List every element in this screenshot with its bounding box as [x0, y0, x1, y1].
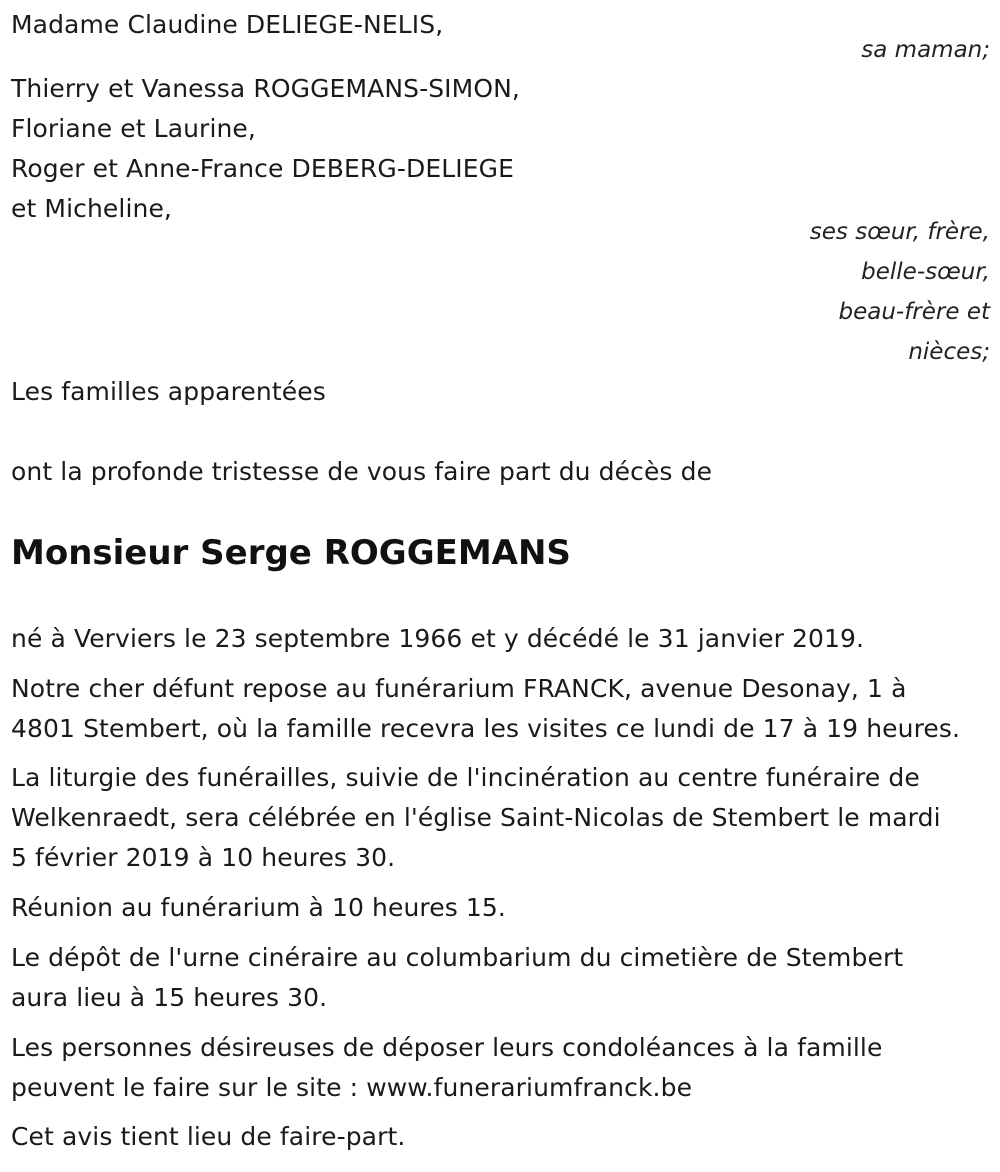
sibling-line: Roger et Anne-France DEBERG-DELIEGE [11, 154, 514, 183]
deceased-name: Monsieur Serge ROGGEMANS [11, 533, 571, 573]
sibling-line: Thierry et Vanessa ROGGEMANS-SIMON, [11, 74, 520, 103]
condolences-line: Les personnes désireuses de déposer leurs condoléances à la famille [11, 1033, 883, 1062]
condolences-line: peuvent le faire sur le site : www.funerariumfranck.be [11, 1073, 693, 1102]
repose-line: Notre cher défunt repose au funérarium FRANCK, avenue Desonay, 1 à [11, 674, 907, 703]
sibling-line: Floriane et Laurine, [11, 114, 256, 143]
sibling-line: et Micheline, [11, 194, 172, 223]
liturgy-line: La liturgie des funérailles, suivie de l'incinération au centre funéraire de [11, 763, 920, 792]
birth-death-line: né à Verviers le 23 septembre 1966 et y décédé le 31 janvier 2019. [11, 624, 865, 653]
siblings-role-line: beau-frère et [838, 299, 990, 325]
mother-name: Madame Claudine DELIEGE-NELIS, [11, 10, 444, 39]
relatives-line: Les familles apparentées [11, 377, 326, 406]
urn-line: aura lieu à 15 heures 30. [11, 983, 328, 1012]
siblings-role-line: nièces; [908, 339, 990, 365]
siblings-role-line: ses sœur, frère, [809, 219, 990, 245]
repose-line: 4801 Stembert, où la famille recevra les visites ce lundi de 17 à 19 heures. [11, 714, 961, 743]
closing-line: Cet avis tient lieu de faire-part. [11, 1122, 406, 1151]
siblings-role-line: belle-sœur, [861, 259, 990, 285]
announcement-text: ont la profonde tristesse de vous faire part du décès de [11, 457, 713, 486]
meeting-line: Réunion au funérarium à 10 heures 15. [11, 893, 506, 922]
liturgy-line: 5 février 2019 à 10 heures 30. [11, 843, 396, 872]
liturgy-line: Welkenraedt, sera célébrée en l'église Saint-Nicolas de Stembert le mardi [11, 803, 941, 832]
urn-line: Le dépôt de l'urne cinéraire au columbarium du cimetière de Stembert [11, 943, 904, 972]
mother-role: sa maman; [861, 37, 990, 63]
